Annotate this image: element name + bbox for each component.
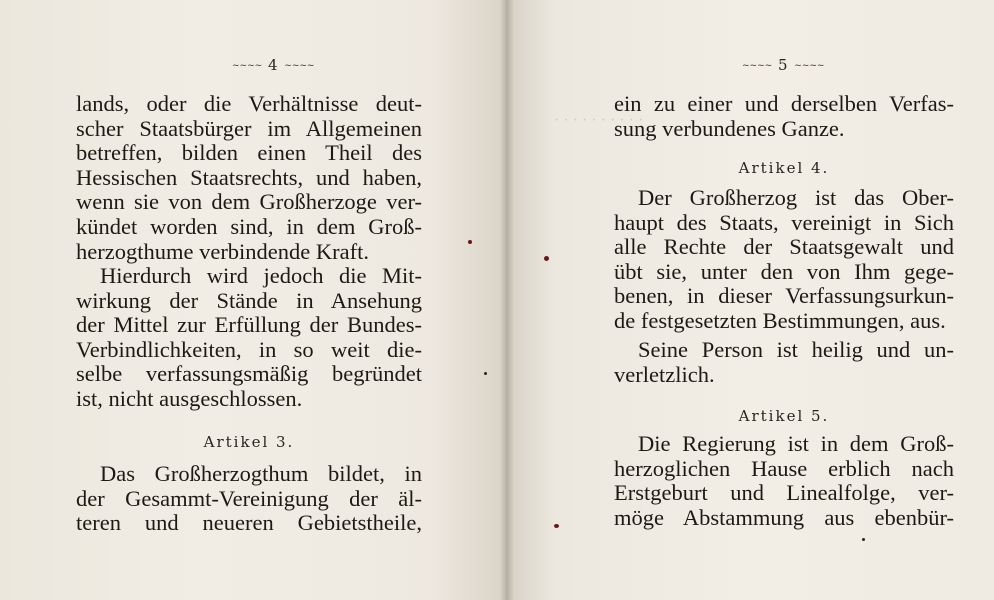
right-paragraph-4: [614, 432, 954, 530]
text-line: kündet worden sind, in dem Groß-: [76, 213, 422, 239]
folio-ornament: ~~~~: [794, 61, 825, 71]
text-line: der Gesammt-Vereinigung der äl-: [76, 485, 422, 511]
text-line: wirkung der Stände in Ansehung: [76, 287, 422, 313]
article-4-heading: Artikel 4.: [738, 159, 830, 177]
left-page-number: ~~~~ 4 ~~~~: [232, 56, 315, 74]
left-article-heading: [76, 430, 422, 455]
text-line: benen, in dieser Verfassungsurkun-: [614, 283, 954, 309]
text-line: teren und neueren Gebietstheile,: [76, 510, 422, 536]
text-line: ein zu einer und derselben Verfas-: [614, 91, 954, 116]
text-line: herzogthume verbindende Kraft.: [76, 238, 370, 264]
text-line: alle Rechte der Staatsgewalt und: [614, 234, 954, 260]
text-line: Hessischen Staatsrechts, und haben,: [76, 164, 422, 190]
right-page: [506, 0, 994, 600]
right-article-5-heading: [614, 404, 954, 429]
right-article-4-heading: [614, 156, 954, 181]
right-paragraph-2: [614, 186, 954, 334]
ink-spot: [862, 538, 865, 541]
left-paragraph-1: [76, 92, 422, 264]
text-line: Der Großherzog ist das Ober-: [638, 185, 954, 210]
text-line: Erstgeburt und Linealfolge, ver-: [614, 480, 954, 506]
text-line: Das Großherzogthum bildet, in: [100, 461, 422, 486]
right-page-number: ~~~~ 5 ~~~~: [742, 56, 825, 74]
text-line: herzoglichen Hause erblich nach: [614, 455, 954, 481]
text-line: Seine Person ist heilig und un-: [638, 337, 954, 362]
text-line: Verbindlichkeiten, in so weit die-: [76, 336, 422, 362]
ink-spot: [554, 524, 559, 528]
left-paragraph-2: [76, 264, 422, 412]
left-paragraph-3: [76, 462, 422, 536]
ink-spot: [468, 240, 472, 244]
text-line: Hierdurch wird jedoch die Mit-: [100, 263, 422, 288]
folio-ornament: ~~~~: [742, 61, 773, 71]
ink-spot: [484, 372, 487, 375]
article-3-heading: Artikel 3.: [203, 433, 295, 451]
text-line: möge Abstammung aus ebenbür-: [614, 504, 954, 530]
folio-ornament: ~~~~: [232, 61, 263, 71]
text-line: haupt des Staats, vereinigt in Sich: [614, 209, 954, 235]
text-line: übt sie, unter den von Ihm gege-: [614, 258, 954, 284]
text-line: verletzlich.: [614, 361, 715, 387]
right-paragraph-1: [614, 92, 954, 141]
text-line: de festgesetzten Bestimmungen, aus.: [614, 307, 946, 333]
text-line: Die Regierung ist in dem Groß-: [638, 431, 954, 456]
text-line: ist, nicht ausgeschlossen.: [76, 385, 303, 411]
article-5-heading: Artikel 5.: [738, 407, 830, 425]
text-line: betreffen, bilden einen Theil des: [76, 140, 422, 166]
text-line: scher Staatsbürger im Allgemeinen: [76, 115, 422, 141]
text-line: lands, oder die Verhältnisse deut-: [76, 91, 422, 116]
bleed-through-text: · · · · · · · · · ·: [554, 112, 644, 129]
right-paragraph-3: [614, 338, 954, 387]
text-line: sung verbundenes Ganze.: [614, 115, 845, 141]
text-line: selbe verfassungsmäßig begründet: [76, 361, 422, 387]
folio-ornament: ~~~~: [284, 61, 315, 71]
ink-spot: [544, 256, 549, 261]
text-line: wenn sie von dem Großherzoge ver-: [76, 189, 422, 215]
text-line: der Mittel zur Erfüllung der Bundes-: [76, 312, 422, 338]
